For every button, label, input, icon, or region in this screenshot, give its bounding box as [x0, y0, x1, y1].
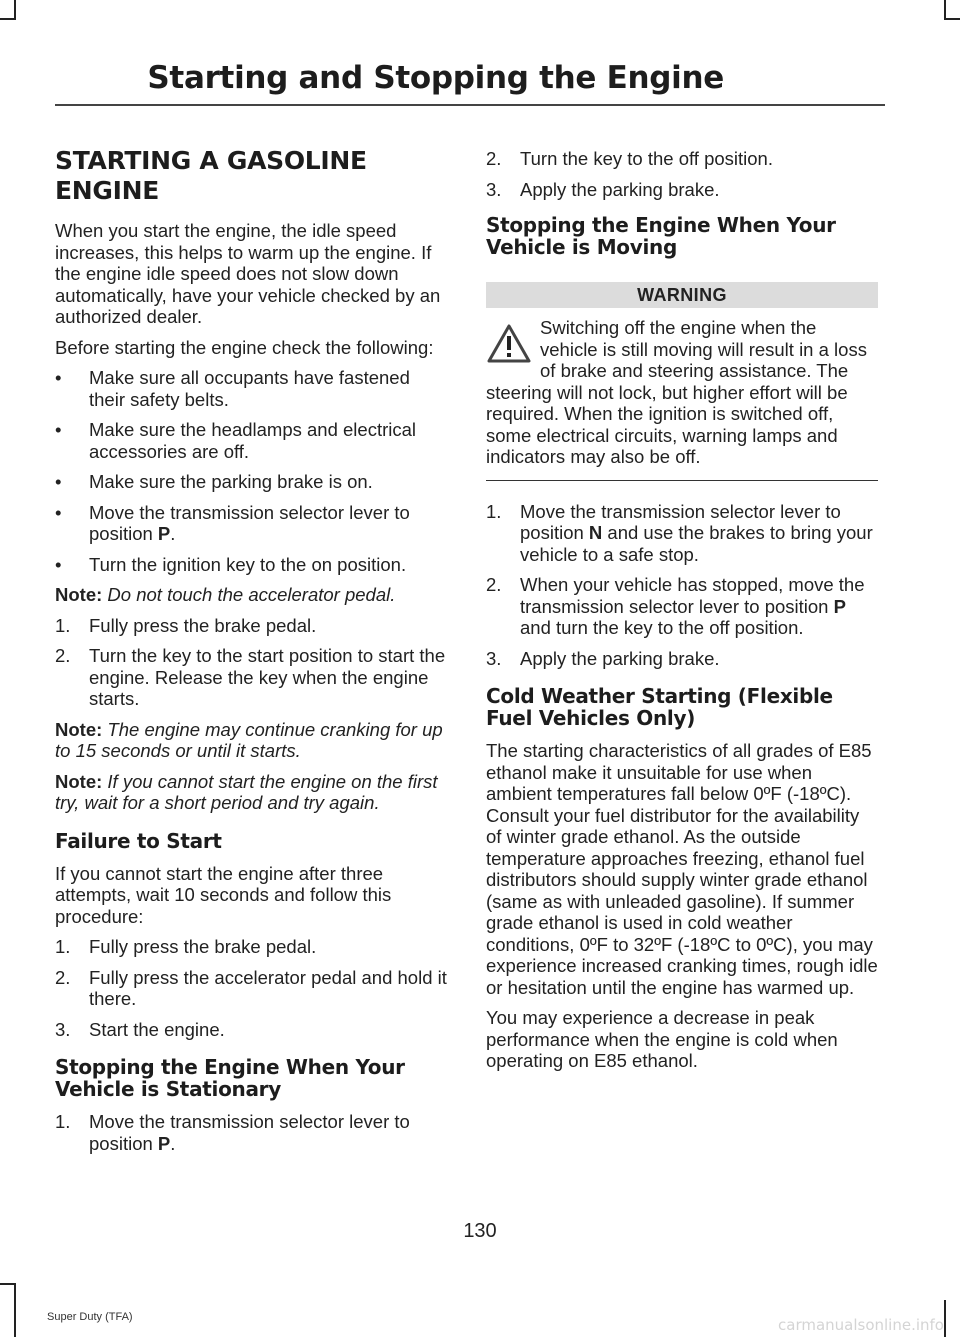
note-label: Note:	[55, 584, 103, 605]
warning-text: Switching off the engine when the vehicle is still moving will result in a loss of brake and steering assistance. The steering will not lock, but higher effort will be required. When the ignition is switched off, some electrical circuits, warning lamps and indicators may also be off.	[486, 317, 867, 467]
list-item: 3. Apply the parking brake.	[486, 178, 720, 200]
list-item: 2. When your vehicle has stopped, move the transmission selector lever to position P and turn the key to the off position.	[486, 574, 865, 638]
list-item: • Turn the ignition key to the on position.	[55, 553, 407, 575]
list-item: 1. Move the transmission selector lever to position N and use the brakes to bring your vehicle to a safe stop.	[486, 500, 873, 565]
page-title: Starting and Stopping the Engine	[147, 60, 724, 96]
list-item: 2. Turn the key to the start position to start the engine. Release the key when the engine starts.	[55, 645, 446, 709]
footer-model: Super Duty (TFA)	[47, 1311, 133, 1323]
header-divider	[55, 104, 885, 106]
list-item: 3. Apply the parking brake.	[486, 647, 720, 669]
stationary-steps	[55, 1111, 447, 1154]
warning-label: WARNING	[486, 282, 878, 308]
subsection-heading: Stopping the Engine When Your Vehicle is Moving	[486, 213, 836, 259]
bullet: •	[55, 367, 62, 388]
cold-weather-paragraph: You may experience a decrease in peak performance when the engine is cold when operating on E85 ethanol.	[486, 1007, 838, 1071]
right-column	[486, 146, 878, 1081]
subsection-heading: Stopping the Engine When Your Vehicle is Stationary	[55, 1055, 405, 1101]
note: Note: Do not touch the accelerator pedal.	[55, 584, 396, 605]
crop-mark	[0, 18, 16, 20]
checklist	[55, 367, 447, 575]
list-item: 1. Move the transmission selector lever to position P.	[55, 1111, 410, 1154]
subsection-heading: Cold Weather Starting (Flexible Fuel Vehicles Only)	[486, 684, 833, 730]
note-label: Note:	[55, 770, 103, 792]
list-item: • Make sure the parking brake is on.	[55, 471, 373, 492]
failure-intro: If you cannot start the engine after three attempts, wait 10 seconds and follow this procedure:	[55, 862, 392, 927]
bullet: •	[55, 471, 62, 492]
bullet: •	[55, 419, 62, 440]
crop-mark	[0, 1283, 16, 1285]
failure-steps	[55, 936, 447, 1040]
left-column	[55, 146, 447, 1163]
list-item: 2. Turn the key to the off position.	[486, 148, 773, 169]
gear-position-p: P	[157, 523, 171, 544]
warning-triangle-icon	[486, 323, 532, 365]
list-item: 2. Fully press the accelerator pedal and hold it there.	[55, 966, 447, 1009]
start-steps	[55, 615, 447, 710]
note-label: Note:	[55, 718, 103, 740]
list-item: 1. Fully press the brake pedal.	[55, 936, 317, 957]
check-intro: Before starting the engine check the following:	[55, 336, 434, 358]
cold-weather-paragraph: The starting characteristics of all grades of E85 ethanol make it unsuitable for use when ambient temperatures fall below 0ºF (-18ºC). Consult your fuel distributor for the availability of winter grade ethanol. As the outside temperature approaches freezing, ethanol fuel distributors should supply winter grade ethanol (same as with unleaded gasoline). If summer grade ethanol is used in cold weather conditions, 0ºF to 32ºF (-18ºC to 0ºC), you may experience increased cranking times, rough idle or hesitation until the engine has warmed up.	[486, 740, 878, 998]
note: Note: If you cannot start the engine on the first try, wait for a short period and try again.	[55, 770, 438, 813]
section-heading: STARTING A GASOLINE ENGINE	[55, 146, 367, 205]
list-item: 1. Fully press the brake pedal.	[55, 614, 317, 636]
crop-mark	[944, 18, 960, 20]
list-item: 3. Start the engine.	[55, 1018, 225, 1040]
watermark: carmanualsonline.info	[778, 1316, 944, 1334]
crop-mark	[14, 1283, 16, 1337]
bullet: •	[55, 553, 62, 575]
intro-paragraph: When you start the engine, the idle speed increases, this helps to warm up the engine. If the engine idle speed does not slow down automatically, have your vehicle checked by an authorized dealer.	[55, 220, 441, 327]
note: Note: The engine may continue cranking for up to 15 seconds or until it starts.	[55, 718, 443, 761]
bullet: •	[55, 501, 62, 523]
crop-mark	[944, 0, 946, 20]
page-number: 130	[463, 1220, 497, 1242]
subsection-heading: Failure to Start	[55, 828, 222, 853]
gear-position-n: N	[588, 522, 603, 543]
warning-box	[486, 282, 878, 481]
crop-mark	[944, 1300, 946, 1337]
gear-position-p: P	[833, 595, 846, 617]
list-item: • Make sure the headlamps and electrical accessories are off.	[55, 419, 417, 462]
moving-steps	[486, 501, 878, 670]
stationary-steps-continued	[486, 148, 878, 200]
warning-body	[486, 317, 878, 481]
list-item: • Make sure all occupants have fastened their safety belts.	[55, 367, 410, 410]
crop-mark	[14, 0, 16, 20]
list-item: • Move the transmission selector lever to position P.	[55, 501, 410, 544]
gear-position-p: P	[157, 1132, 171, 1154]
